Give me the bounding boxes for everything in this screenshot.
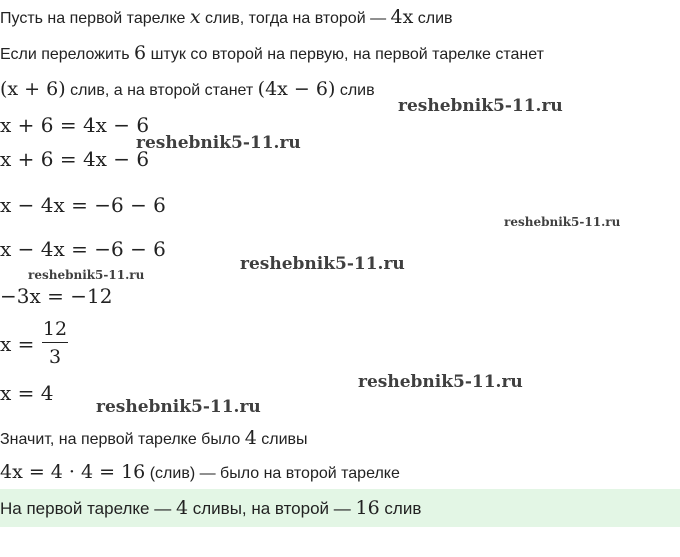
fraction-bar xyxy=(42,342,68,343)
statement-line-2 xyxy=(0,42,544,66)
statement-line-3 xyxy=(0,78,375,102)
equation-2: x + 6 = 4x − 6 xyxy=(0,147,150,171)
text-segment: слив, тогда на второй — xyxy=(200,10,391,27)
watermark-text: reshebnik5-11.ru xyxy=(240,254,405,274)
watermark-text: reshebnik5-11.ru xyxy=(136,133,301,153)
equation-5: −3x = −12 xyxy=(0,284,113,308)
math-segment: 16 xyxy=(355,497,380,519)
equation-7: x = 4 xyxy=(0,381,54,405)
equation-6-lhs: x = xyxy=(0,332,35,356)
watermark-text: reshebnik5-11.ru xyxy=(358,372,523,392)
conclusion-line-1 xyxy=(0,427,308,451)
text-segment: слив xyxy=(413,10,453,27)
math-segment: 4 xyxy=(175,497,189,519)
math-segment: (x + 6) xyxy=(0,78,66,100)
equation-4: x − 4x = −6 − 6 xyxy=(0,237,166,261)
text-segment: (слив) — было на второй тарелке xyxy=(145,465,400,482)
math-segment: x xyxy=(189,6,201,28)
fraction xyxy=(42,318,68,368)
text-segment: сливы, на второй — xyxy=(188,499,356,518)
math-segment: (4x − 6) xyxy=(257,78,336,100)
text-segment: слив xyxy=(335,82,375,99)
math-segment: 4 xyxy=(244,427,257,449)
text-segment: слив xyxy=(379,499,422,518)
text-segment: На первой тарелке — xyxy=(0,499,176,518)
equation-3: x − 4x = −6 − 6 xyxy=(0,193,166,217)
math-segment: 4x xyxy=(390,6,414,28)
math-segment: 4x = 4 · 4 = 16 xyxy=(0,461,146,483)
conclusion-line-2 xyxy=(0,461,400,485)
watermark-text: reshebnik5-11.ru xyxy=(504,215,621,229)
watermark-text: reshebnik5-11.ru xyxy=(398,96,563,116)
text-segment: Если переложить xyxy=(0,46,135,63)
equation-1: x + 6 = 4x − 6 xyxy=(0,113,150,137)
text-segment: Значит, на первой тарелке было xyxy=(0,431,245,448)
fraction-numerator: 12 xyxy=(42,318,68,340)
watermark-text: reshebnik5-11.ru xyxy=(96,397,261,417)
watermark-text: reshebnik5-11.ru xyxy=(28,268,145,282)
text-segment: слив, а на второй станет xyxy=(65,82,258,99)
statement-line-1 xyxy=(0,6,453,30)
fraction-denominator: 3 xyxy=(48,346,62,368)
text-segment: Пусть на первой тарелке xyxy=(0,10,190,27)
text-segment: сливы xyxy=(256,431,308,448)
text-segment: штук со второй на первую, на первой тарелке станет xyxy=(146,46,544,63)
answer-line xyxy=(0,497,421,520)
math-segment: 6 xyxy=(134,42,147,64)
